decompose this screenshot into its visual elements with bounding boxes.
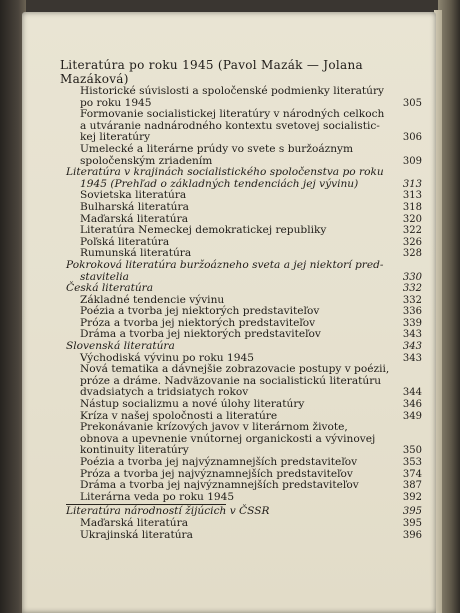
toc-entry: Nástup socializmu a nové úlohy literatúry 346 [80, 398, 422, 411]
toc-section: Slovenská literatúra 343 [66, 340, 422, 353]
toc-entry: spoločenským zriadením 309 [80, 154, 422, 167]
toc-entry: obnova a upevnenie vnútornej organickosti a vývinovej [80, 432, 376, 445]
toc-entry: Kríza v našej spoločnosti a literatúre 349 [80, 409, 422, 422]
toc-entry: Poľská literatúra 326 [80, 235, 422, 248]
toc-entry: Umelecké a literárne prúdy vo svete s buržoáznym [80, 142, 354, 155]
toc-entry: Poézia a tvorba jej niektorých predstaviteľov 336 [80, 305, 422, 318]
toc-entry: Formovanie socialistickej literatúry v národných celkoch [80, 108, 385, 121]
toc-entry: Východiská vývinu po roku 1945 343 [80, 351, 422, 364]
toc-entry: Poézia a tvorba jej najvýznamnejších predstaviteľov 353 [80, 456, 422, 468]
toc-entry: kej literatúry 306 [80, 131, 422, 144]
toc-entry: Sovietska literatúra 313 [80, 189, 422, 202]
toc-entry: po roku 1945 305 [80, 96, 422, 109]
toc-entry: Maďarská literatúra 395 [80, 516, 422, 529]
toc-section: Literatúra v krajinách socialistického spoločenstva po roku [66, 166, 384, 179]
toc-entry: Ukrajinská literatúra 396 [80, 528, 422, 541]
toc-entry: Próza a tvorba jej najvýznamnejších predstaviteľov 374 [80, 467, 422, 480]
toc-heading-line-1: Literatúra po roku 1945 (Pavol Mazák — Jolana [60, 58, 363, 72]
toc-entry: Prekonávanie krízových javov v literárnom živote, [80, 421, 348, 434]
toc-entry: Historické súvislosti a spoločenské podmienky literatúry [80, 85, 385, 97]
toc-entry: Dráma a tvorba jej najvýznamnejších predstaviteľov 387 [80, 479, 422, 492]
toc-entry: a utváranie nadnárodného kontextu svetovej socialistic- [80, 119, 380, 132]
toc-section: Pokroková literatúra buržoázneho sveta a jej niektorí pred- [66, 258, 384, 271]
toc-entry: próze a dráme. Nadväzovanie na socialistickú literatúru [80, 374, 382, 387]
toc-section: Česká literatúra 332 [66, 282, 422, 295]
toc-entry: Próza a tvorba jej niektorých predstaviteľov 339 [80, 316, 422, 329]
toc-heading-line-2: Mazáková) [60, 72, 129, 86]
toc-entry: Maďarská literatúra 320 [80, 212, 422, 225]
toc-entry: Dráma a tvorba jej niektorých predstaviteľov 343 [80, 328, 422, 341]
toc-entry: Literatúra Nemeckej demokratickej republiky 322 [80, 224, 422, 237]
table-of-contents [60, 58, 422, 541]
toc-entry: Bulharská literatúra 318 [80, 200, 422, 213]
toc-entry: Literárna veda po roku 1945 392 [80, 490, 422, 503]
toc-section: 1945 (Prehľad o základných tendenciách jej vývinu) 313 [80, 177, 422, 190]
toc-section: stavitelia 330 [80, 270, 422, 283]
toc-entry: dvadsiatych a tridsiatych rokov 344 [80, 386, 422, 399]
toc-section: Literatúra národností žijúcich v ČSSR 395 [66, 505, 422, 518]
toc-entry: Základné tendencie vývinu 332 [80, 293, 422, 306]
toc-entry: kontinuity literatúry 350 [80, 444, 422, 457]
toc-entry: Rumunská literatúra 328 [80, 247, 422, 260]
toc-entry: Nová tematika a dávnejšie zobrazovacie postupy v poézii, [80, 363, 390, 376]
